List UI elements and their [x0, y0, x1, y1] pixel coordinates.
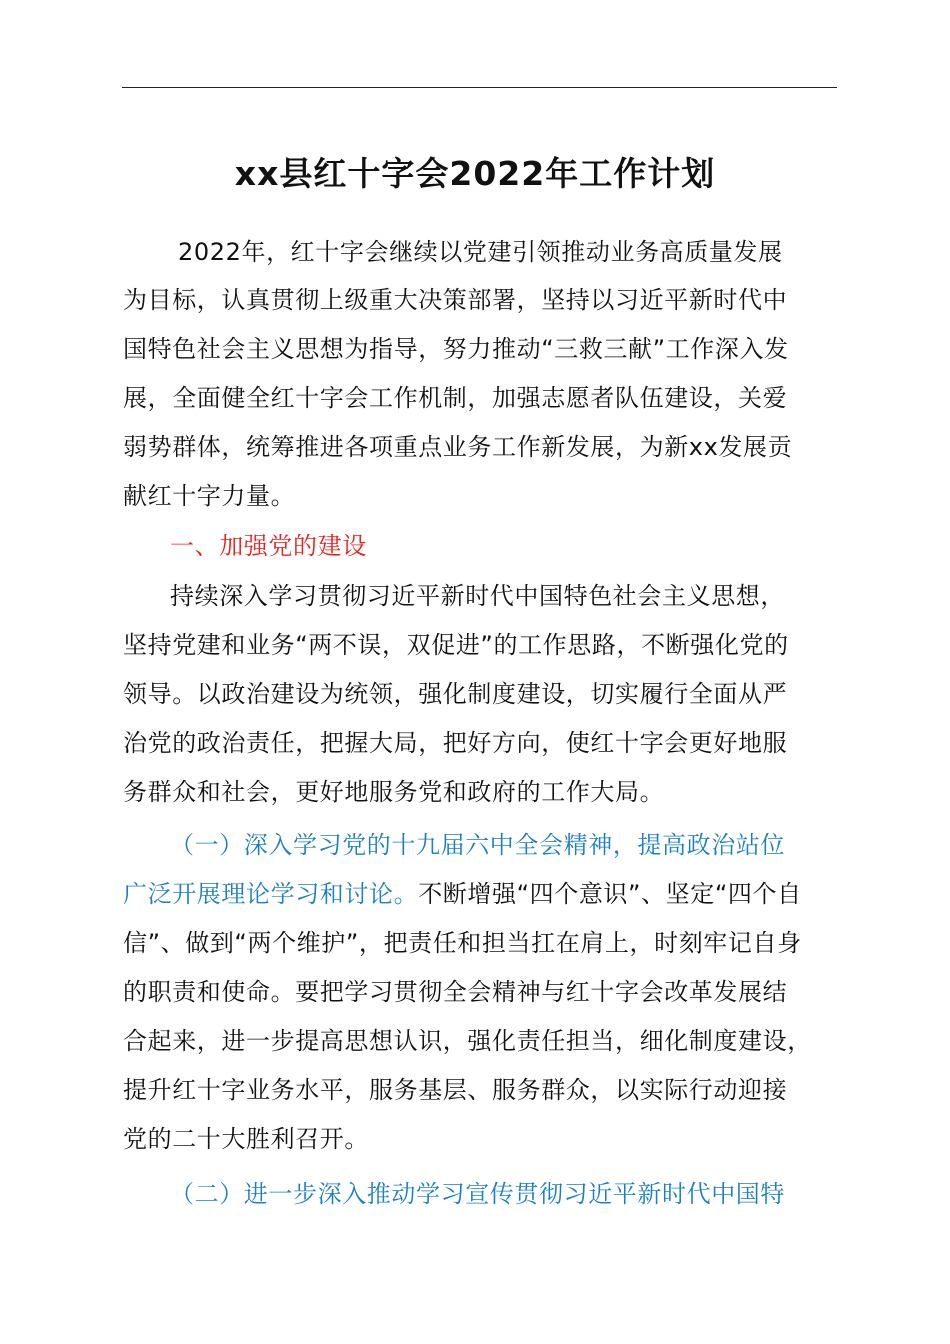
header-rule	[122, 87, 837, 88]
subsection-body-line: 信”、做到“两个维护”，把责任和担当扛在肩上，时刻牢记自身	[123, 929, 802, 957]
section-body-line: 务群众和社会，更好地服务党和政府的工作大局。	[123, 778, 665, 806]
section-body-line: 治党的政治责任，把握大局，把好方向，使红十字会更好地服	[123, 729, 788, 757]
section-body-line: 坚持党建和业务“两不误，双促进”的工作思路，不断强化党的	[123, 631, 789, 659]
section-body-line: 领导。以政治建设为统领，强化制度建设，切实履行全面从严	[123, 680, 788, 708]
intro-line: 献红十字力量。	[123, 482, 296, 510]
section-heading: 一、加强党的建设	[170, 532, 367, 560]
subsection-body-line	[123, 874, 843, 914]
intro-line: 为目标，认真贯彻上级重大决策部署，坚持以习近平新时代中	[123, 286, 788, 314]
intro-line: 国特色社会主义思想为指导，努力推动“三救三献”工作深入发	[123, 335, 789, 363]
subsection-body-line: 合起来，进一步提高思想认识，强化责任担当，细化制度建设，	[123, 1027, 812, 1055]
subsection-body-line: 党的二十大胜利召开。	[123, 1125, 369, 1153]
subsection-heading: （二）进一步深入推动学习宣传贯彻习近平新时代中国特	[170, 1180, 785, 1208]
intro-line: 展，全面健全红十字会工作机制，加强志愿者队伍建设，关爱	[123, 384, 788, 412]
document-title: xx县红十字会2022年工作计划	[234, 154, 716, 193]
section-body-line: 持续深入学习贯彻习近平新时代中国特色社会主义思想，	[170, 582, 785, 610]
subsection-lead: 广泛开展理论学习和讨论。	[123, 880, 419, 908]
subsection-heading: （一）深入学习党的十九届六中全会精神，提高政治站位	[170, 831, 785, 859]
intro-line: 弱势群体，统筹推进各项重点业务工作新发展，为新xx发展贡	[123, 433, 793, 461]
subsection-body-line: 的职责和使命。要把学习贯彻全会精神与红十字会改革发展结	[123, 978, 788, 1006]
subsection-lead-rest: 不断增强“四个意识”、坚定“四个自	[418, 880, 802, 908]
subsection-body-line: 提升红十字业务水平，服务基层、服务群众，以实际行动迎接	[123, 1076, 788, 1104]
intro-line: 2022年，红十字会继续以党建引领推动业务高质量发展	[178, 238, 783, 266]
